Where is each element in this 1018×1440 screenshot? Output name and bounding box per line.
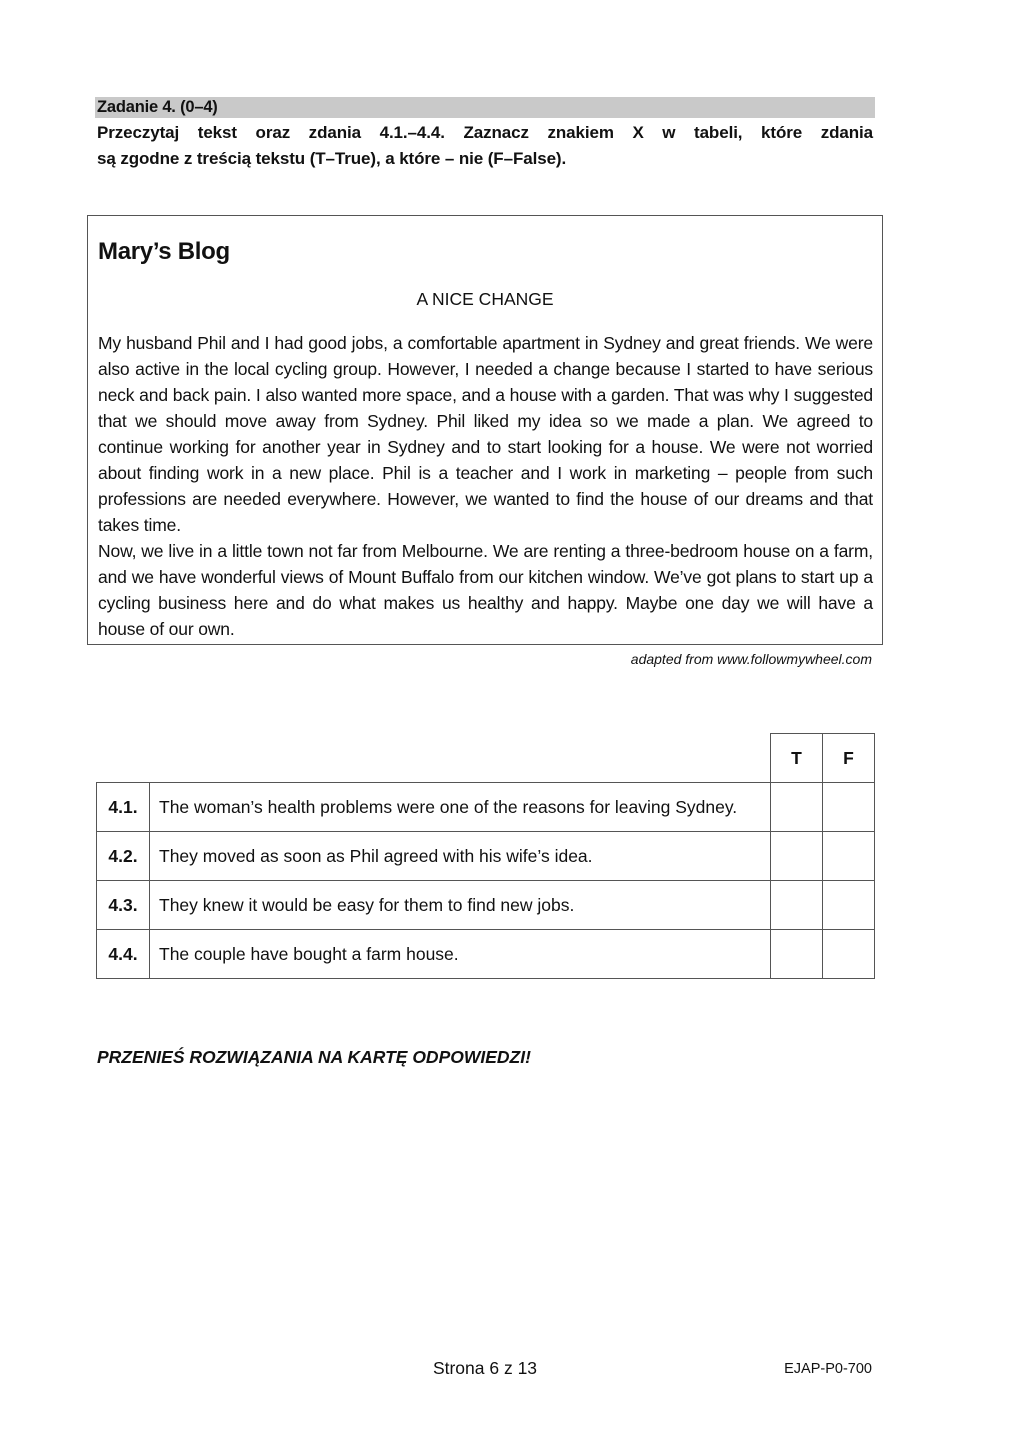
blog-text-box — [87, 215, 883, 645]
statement-text: The couple have bought a farm house. — [150, 930, 771, 979]
column-header-true: T — [771, 734, 823, 783]
blog-body — [98, 330, 873, 642]
statement-text: They knew it would be easy for them to find new jobs. — [150, 881, 771, 930]
statement-number: 4.2. — [97, 832, 150, 881]
exam-code: EJAP-P0-700 — [784, 1361, 872, 1377]
answer-cell-true[interactable] — [771, 783, 823, 832]
table-header-row — [97, 734, 875, 783]
true-false-table — [96, 733, 875, 979]
source-attribution: adapted from www.followmywheel.com — [630, 651, 872, 667]
answer-cell-true[interactable] — [771, 930, 823, 979]
statement-number: 4.1. — [97, 783, 150, 832]
answer-cell-false[interactable] — [823, 783, 875, 832]
table-row — [97, 783, 875, 832]
instructions-line-2: są zgodne z treścią tekstu (T–True), a które – nie (F–False). — [97, 149, 567, 168]
statement-number: 4.4. — [97, 930, 150, 979]
statement-text: The woman’s health problems were one of the reasons for leaving Sydney. — [150, 783, 771, 832]
answer-cell-false[interactable] — [823, 832, 875, 881]
blog-paragraph: Now, we live in a little town not far from Melbourne. We are renting a three-bedroom house on a farm, and we have wonderful views of Mount Buffalo from our kitchen window. We’ve got plans to start up a cycling business here and do what makes us healthy and happy. Maybe one day we will have a house of our own. — [98, 541, 873, 639]
table-row — [97, 881, 875, 930]
blog-subtitle: A NICE CHANGE — [416, 289, 554, 309]
answer-cell-false[interactable] — [823, 881, 875, 930]
answer-cell-false[interactable] — [823, 930, 875, 979]
answer-cell-true[interactable] — [771, 881, 823, 930]
task-header: Zadanie 4. (0–4) — [95, 97, 875, 118]
blog-title: Mary’s Blog — [98, 238, 230, 265]
blog-paragraph: My husband Phil and I had good jobs, a comfortable apartment in Sydney and great friends. We were also active in the local cycling group. However, I needed a change because I started to have serious neck and back pain. I also wanted more space, and a house with a garden. That was why I suggested that we should move away from Sydney. Phil liked my idea so we made a plan. We agreed to continue working for another year in Sydney and to start looking for a house. We were not worried about finding work in a new place. Phil is a teacher and I work in marketing – people from such professions are needed everywhere. However, we wanted to find the house of our dreams and that takes time. — [98, 333, 873, 535]
column-header-false: F — [823, 734, 875, 783]
page-number: Strona 6 z 13 — [432, 1358, 538, 1378]
table-row — [97, 930, 875, 979]
statement-text: They moved as soon as Phil agreed with his wife’s idea. — [150, 832, 771, 881]
table-row — [97, 832, 875, 881]
statement-number: 4.3. — [97, 881, 150, 930]
transfer-answers-note: PRZENIEŚ ROZWIĄZANIA NA KARTĘ ODPOWIEDZI! — [97, 1047, 531, 1067]
task-instructions — [97, 120, 873, 172]
answer-cell-true[interactable] — [771, 832, 823, 881]
instructions-line-1: Przeczytaj tekst oraz zdania 4.1.–4.4. Zaznacz znakiem X w tabeli, które zdania — [97, 123, 873, 142]
